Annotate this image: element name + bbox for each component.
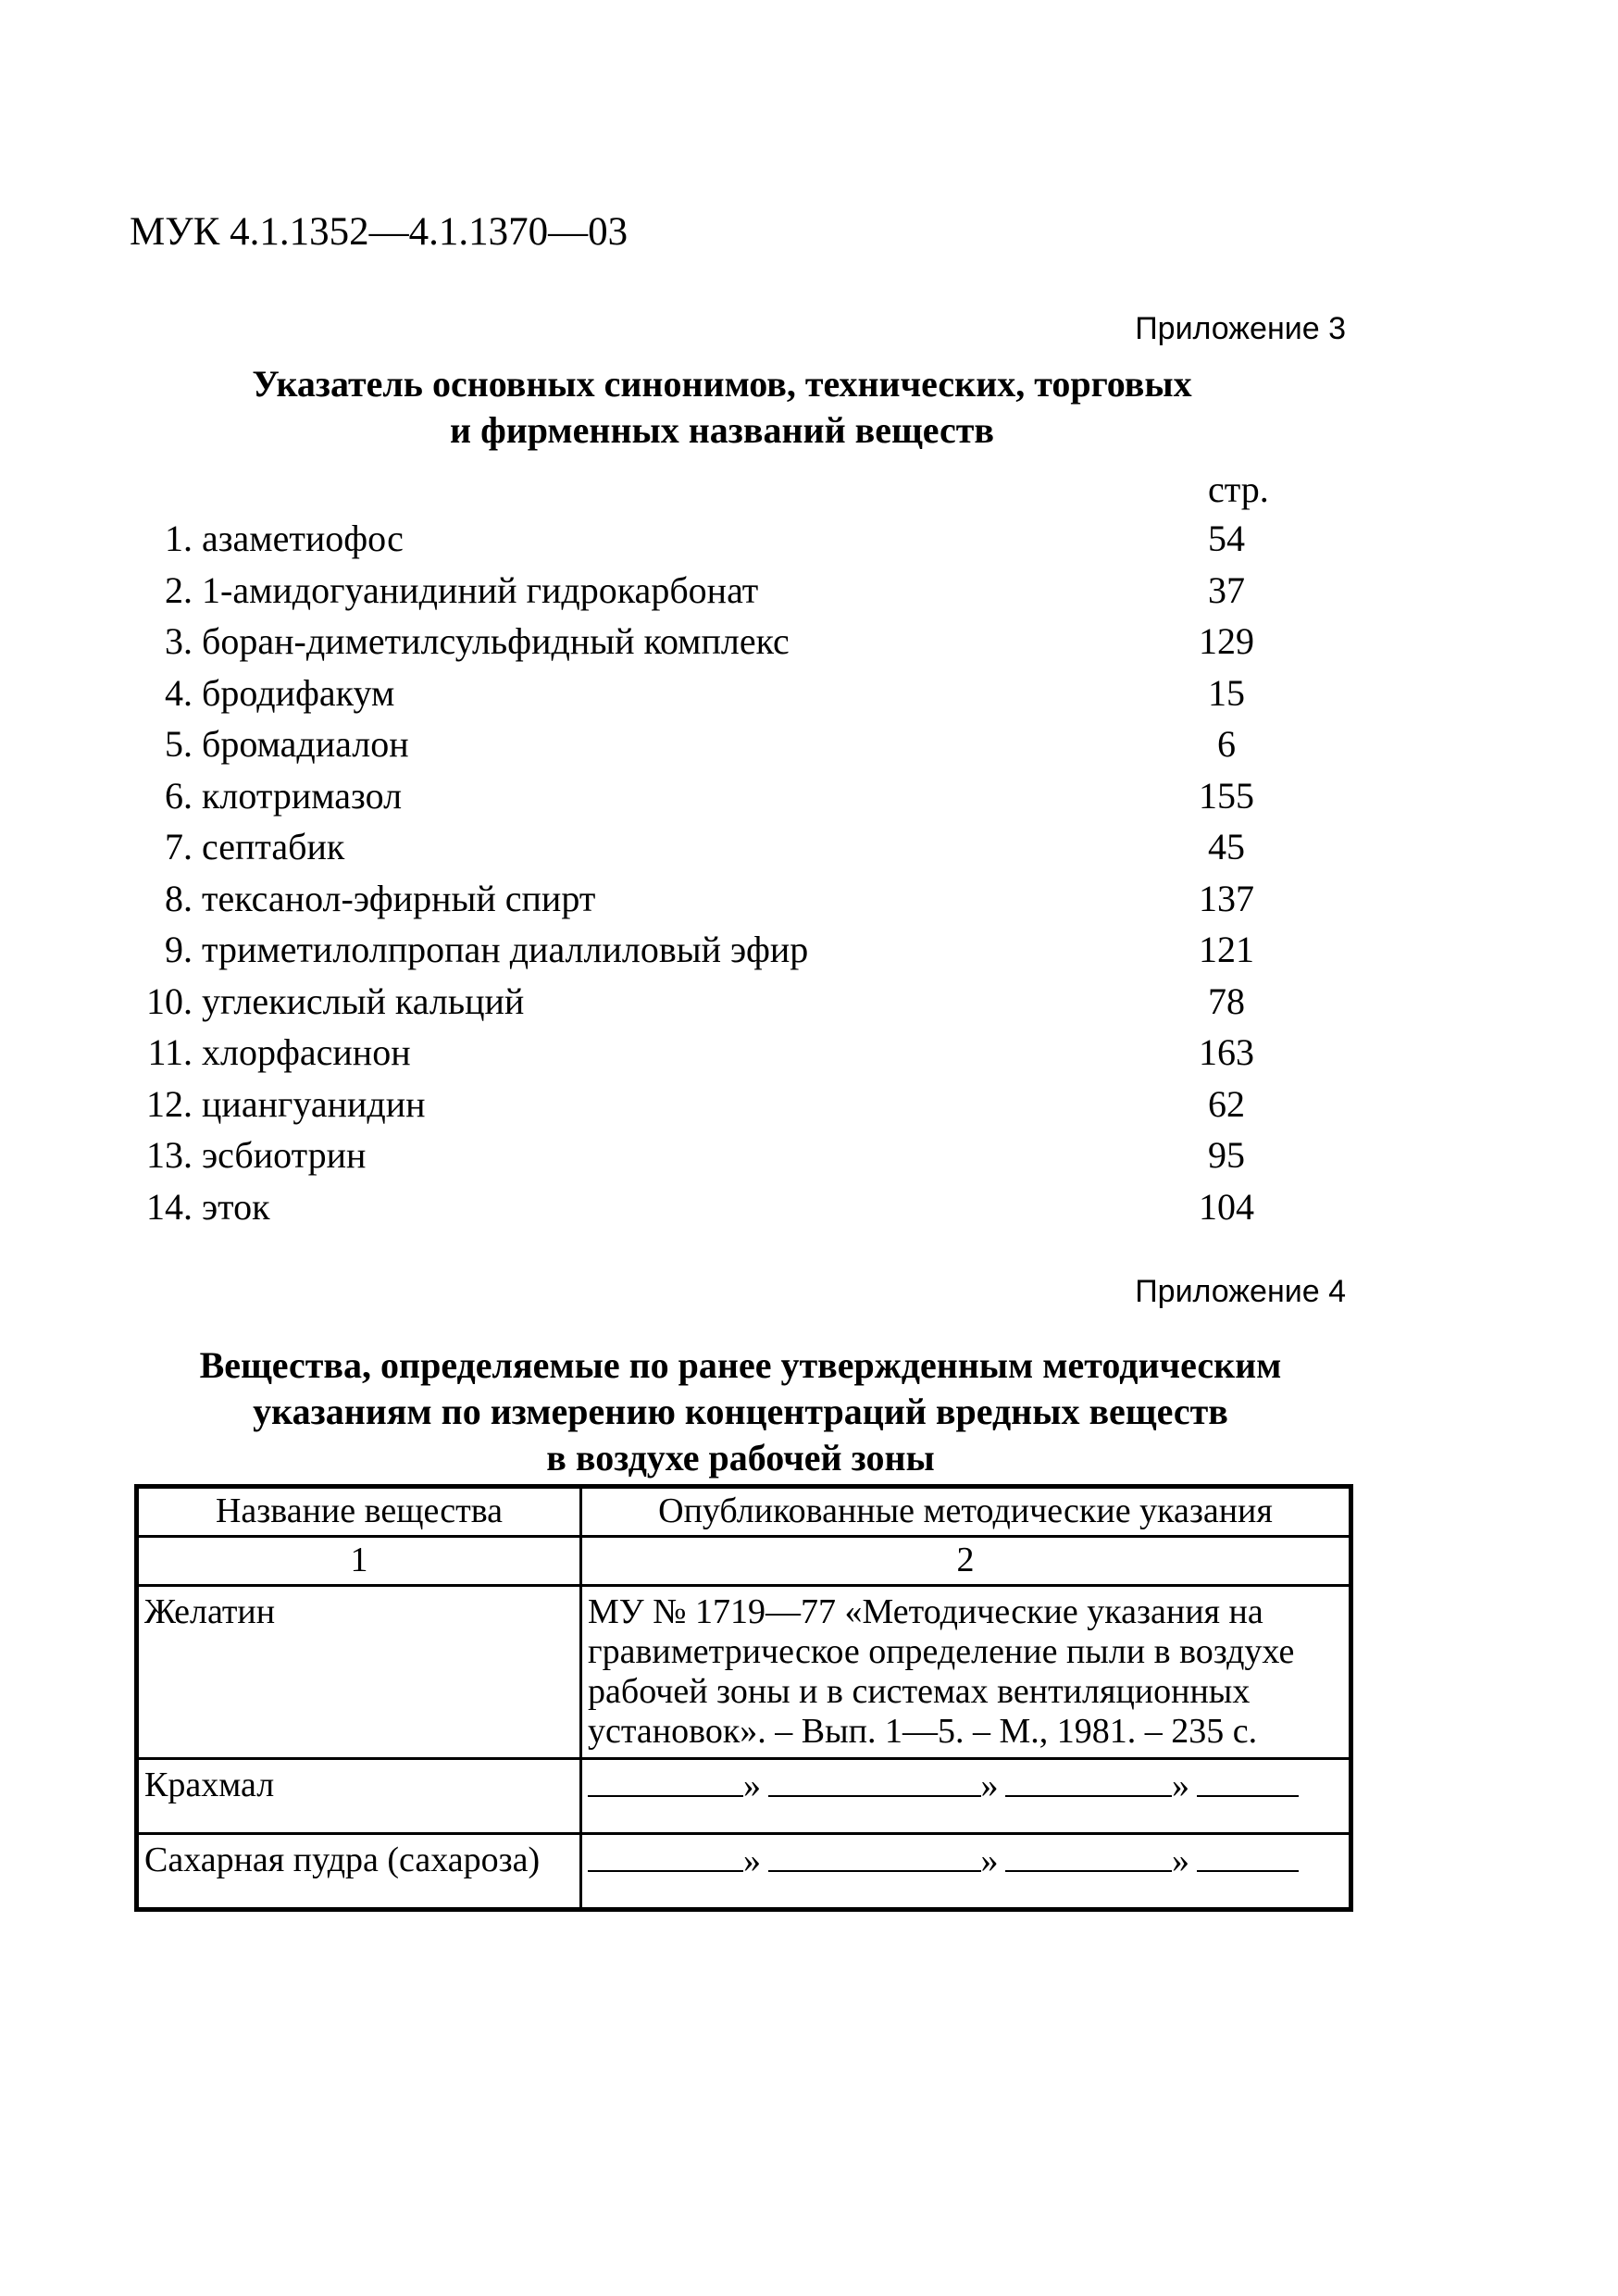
item-page: 54 bbox=[1208, 518, 1245, 559]
column-number-row bbox=[137, 1537, 1351, 1586]
item-number: 11. bbox=[147, 1031, 193, 1073]
item-name: эток bbox=[202, 1185, 270, 1228]
column-number: 2 bbox=[581, 1537, 1351, 1586]
reference-line: гравиметрическое определение пыли в воздухе bbox=[588, 1632, 1295, 1671]
table-row bbox=[137, 1759, 1351, 1834]
list-item bbox=[139, 1181, 1305, 1233]
appendix-4-label: Приложение 4 bbox=[1135, 1274, 1346, 1309]
item-page: 62 bbox=[1208, 1082, 1245, 1125]
item-name: триметилолпропан диаллиловый эфир bbox=[202, 929, 809, 970]
item-number: 5. bbox=[165, 723, 193, 765]
substance-cell: Крахмал bbox=[137, 1759, 581, 1834]
reference-cell bbox=[581, 1834, 1351, 1910]
item-name: боран-диметилсульфидный комплекс bbox=[202, 620, 790, 662]
list-item bbox=[139, 770, 1305, 822]
reference-cell bbox=[581, 1586, 1351, 1759]
column-header-substance: Название вещества bbox=[137, 1487, 581, 1537]
appendix-3-title bbox=[111, 361, 1333, 454]
list-item bbox=[139, 668, 1305, 719]
column-number: 1 bbox=[137, 1537, 581, 1586]
page-column-header: стр. bbox=[1208, 468, 1269, 510]
title-line: Указатель основных синонимов, технических, торговых bbox=[252, 363, 1192, 405]
table-row bbox=[137, 1586, 1351, 1759]
list-item bbox=[139, 718, 1305, 770]
item-number: 14. bbox=[146, 1185, 193, 1228]
item-name: бромадиалон bbox=[202, 723, 409, 765]
item-name: углекислый кальций bbox=[202, 980, 525, 1022]
item-name: азаметиофос bbox=[202, 518, 404, 559]
doc-code: МУК 4.1.1352—4.1.1370—03 bbox=[130, 210, 629, 254]
substance-cell: Желатин bbox=[137, 1586, 581, 1759]
ditto-mark: » bbox=[980, 1766, 998, 1805]
ditto-mark: » bbox=[1172, 1766, 1189, 1805]
item-number: 12. bbox=[146, 1082, 193, 1125]
item-name: бродифакум bbox=[202, 671, 395, 714]
item-page: 155 bbox=[1199, 774, 1254, 817]
reference-line: МУ № 1719—77 «Методические указания на bbox=[588, 1592, 1263, 1631]
title-line: и фирменных названий веществ bbox=[450, 409, 994, 451]
item-page: 163 bbox=[1199, 1031, 1254, 1073]
item-name: эсбиотрин bbox=[202, 1134, 367, 1176]
item-page: 121 bbox=[1199, 929, 1254, 970]
reference-cell bbox=[581, 1759, 1351, 1834]
appendix-4-title bbox=[130, 1342, 1351, 1481]
column-header-reference: Опубликованные методические указания bbox=[581, 1487, 1351, 1537]
synonym-index-list bbox=[139, 463, 1305, 1232]
list-item bbox=[139, 873, 1305, 925]
list-item bbox=[139, 1129, 1305, 1181]
item-number: 6. bbox=[165, 774, 193, 817]
list-item bbox=[139, 1079, 1305, 1130]
ditto-mark: » bbox=[1172, 1841, 1189, 1880]
table-row bbox=[137, 1834, 1351, 1910]
ditto-line bbox=[588, 1841, 1299, 1880]
ditto-mark: » bbox=[743, 1841, 760, 1880]
ditto-mark: » bbox=[980, 1841, 998, 1880]
item-name: 1-амидогуанидиний гидрокарбонат bbox=[202, 568, 759, 611]
item-number: 13. bbox=[146, 1134, 193, 1176]
item-name: тексанол-эфирный спирт bbox=[202, 877, 596, 919]
item-name: циангуанидин bbox=[202, 1082, 426, 1125]
item-number: 2. bbox=[165, 568, 193, 611]
substance-cell: Сахарная пудра (сахароза) bbox=[137, 1834, 581, 1910]
item-number: 7. bbox=[165, 826, 193, 867]
item-name: хлорфасинон bbox=[202, 1031, 411, 1073]
item-number: 8. bbox=[165, 877, 193, 919]
title-line: в воздухе рабочей зоны bbox=[546, 1437, 935, 1479]
item-name: клотримазол bbox=[202, 774, 403, 817]
appendix-3-label: Приложение 3 bbox=[1135, 311, 1346, 346]
list-item bbox=[139, 1027, 1305, 1079]
list-item bbox=[139, 976, 1305, 1028]
item-number: 10. bbox=[146, 980, 193, 1022]
list-item bbox=[139, 821, 1305, 873]
item-number: 4. bbox=[165, 671, 193, 714]
item-page: 78 bbox=[1208, 980, 1245, 1022]
table-header-row bbox=[137, 1487, 1351, 1537]
title-line: указаниям по измерению концентраций вредных веществ bbox=[253, 1391, 1228, 1432]
item-page: 129 bbox=[1199, 620, 1254, 662]
item-number: 1. bbox=[165, 518, 193, 559]
item-page: 137 bbox=[1199, 877, 1254, 919]
list-item bbox=[139, 924, 1305, 976]
item-page: 95 bbox=[1208, 1134, 1245, 1176]
ditto-line bbox=[588, 1766, 1299, 1805]
list-item bbox=[139, 513, 1305, 565]
item-page: 45 bbox=[1208, 826, 1245, 867]
item-number: 3. bbox=[165, 620, 193, 662]
item-number: 9. bbox=[165, 929, 193, 970]
list-item bbox=[139, 616, 1305, 668]
item-page: 6 bbox=[1217, 723, 1236, 765]
list-item bbox=[139, 565, 1305, 617]
item-page: 104 bbox=[1199, 1185, 1254, 1228]
title-line: Вещества, определяемые по ранее утвержденным методическим bbox=[199, 1344, 1282, 1386]
item-name: септабик bbox=[202, 826, 345, 867]
ditto-mark: » bbox=[743, 1766, 760, 1805]
item-page: 37 bbox=[1208, 568, 1245, 611]
substances-table bbox=[134, 1484, 1353, 1912]
reference-line: рабочей зоны и в системах вентиляционных bbox=[588, 1672, 1251, 1711]
item-page: 15 bbox=[1208, 671, 1245, 714]
reference-line: установок». – Вып. 1—5. – М., 1981. – 235 с. bbox=[588, 1712, 1258, 1751]
